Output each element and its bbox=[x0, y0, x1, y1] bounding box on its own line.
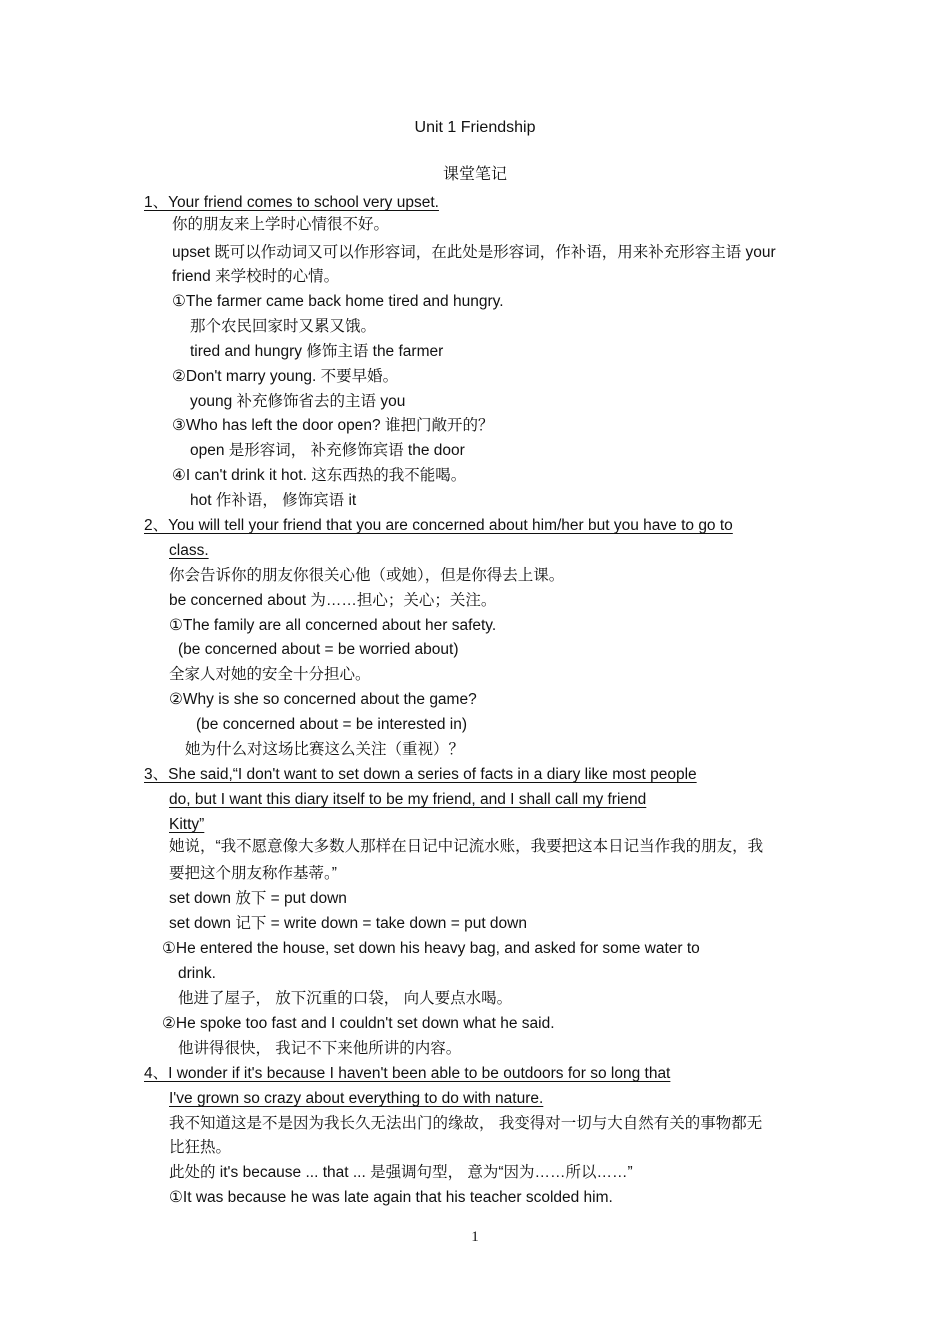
explanation-line: set down 放下 = put down bbox=[169, 890, 347, 907]
note-line: (be concerned about = be worried about) bbox=[178, 641, 459, 658]
note-line: (be concerned about = be interested in) bbox=[196, 716, 468, 733]
translation-line: 他进了屋子， 放下沉重的口袋， 向人要点水喝。 bbox=[178, 990, 513, 1007]
example-line: ②Don't marry young. 不要早婚。 bbox=[172, 368, 399, 385]
page-number: 1 bbox=[471, 1229, 479, 1245]
example-line: ④I can't drink it hot. 这东西热的我不能喝。 bbox=[172, 467, 467, 484]
page-subtitle: 课堂笔记 bbox=[442, 166, 507, 183]
note-line: young 补充修饰省去的主语 you bbox=[190, 393, 406, 410]
point-4-heading-cont: I've grown so crazy about everything to do with nature. bbox=[169, 1090, 544, 1107]
translation-line: 全家人对她的安全十分担心。 bbox=[169, 666, 371, 683]
point-3-heading: 3、She said,“I don't want to set down a series of facts in a diary like most people bbox=[144, 766, 697, 783]
explanation-line: set down 记下 = write down = take down = put down bbox=[169, 915, 527, 932]
example-line: ①He entered the house, set down his heavy bag, and asked for some water to bbox=[162, 940, 700, 957]
point-3-heading-cont: do, but I want this diary itself to be my friend, and I shall call my friend bbox=[169, 791, 647, 808]
example-line: ③Who has left the door open? 谁把门敞开的？ bbox=[172, 417, 494, 434]
translation-line: 他讲得很快， 我记不下来他所讲的内容。 bbox=[178, 1040, 462, 1057]
example-line: drink. bbox=[178, 965, 216, 982]
translation-line: 她说，“我不愿意像大多数人那样在日记中记流水账，我要把这本日记当作我的朋友，我 bbox=[169, 838, 764, 855]
note-line: hot 作补语， 修饰宾语 it bbox=[190, 492, 357, 509]
translation-line: 我不知道这是不是因为我长久无法出门的缘故， 我变得对一切与大自然有关的事物都无 bbox=[169, 1115, 763, 1132]
example-line: ②Why is she so concerned about the game? bbox=[169, 691, 477, 708]
translation-line: 那个农民回家时又累又饿。 bbox=[190, 318, 377, 335]
translation-line: 她为什么对这场比赛这么关注（重视）？ bbox=[185, 741, 465, 758]
point-2-heading-cont: class. bbox=[169, 542, 209, 559]
example-line: ①The family are all concerned about her safety. bbox=[169, 617, 497, 634]
explanation-line: upset 既可以作动词又可以作形容词，在此处是形容词，作补语，用来补充形容主语 your bbox=[172, 244, 776, 261]
translation-line: 你会告诉你的朋友你很关心他（或她），但是你得去上课。 bbox=[169, 567, 565, 584]
translation-line: 要把这个朋友称作基蒂。” bbox=[169, 865, 337, 882]
note-line: tired and hungry 修饰主语 the farmer bbox=[190, 343, 444, 360]
translation-line: 比狂热。 bbox=[169, 1139, 232, 1156]
explanation-line: be concerned about 为……担心；关心；关注。 bbox=[169, 592, 497, 609]
translation-line: 你的朋友来上学时心情很不好。 bbox=[172, 216, 390, 233]
point-2-heading: 2、You will tell your friend that you are concerned about him/her but you have to go to bbox=[144, 517, 733, 534]
point-3-heading-cont: Kitty” bbox=[169, 816, 205, 833]
note-line: open 是形容词， 补充修饰宾语 the door bbox=[190, 442, 465, 459]
page-title: Unit 1 Friendship bbox=[414, 119, 536, 136]
explanation-line: 此处的 it's because ... that ... 是强调句型， 意为“因为……所以……” bbox=[169, 1164, 633, 1181]
example-line: ②He spoke too fast and I couldn't set down what he said. bbox=[162, 1015, 555, 1032]
point-4-heading: 4、I wonder if it's because I haven't been able to be outdoors for so long that bbox=[144, 1065, 671, 1082]
example-line: ①It was because he was late again that his teacher scolded him. bbox=[169, 1189, 613, 1206]
example-line: ①The farmer came back home tired and hungry. bbox=[172, 293, 504, 310]
explanation-line: friend 来学校时的心情。 bbox=[172, 268, 340, 285]
point-1-heading: 1、Your friend comes to school very upset. bbox=[144, 194, 439, 211]
